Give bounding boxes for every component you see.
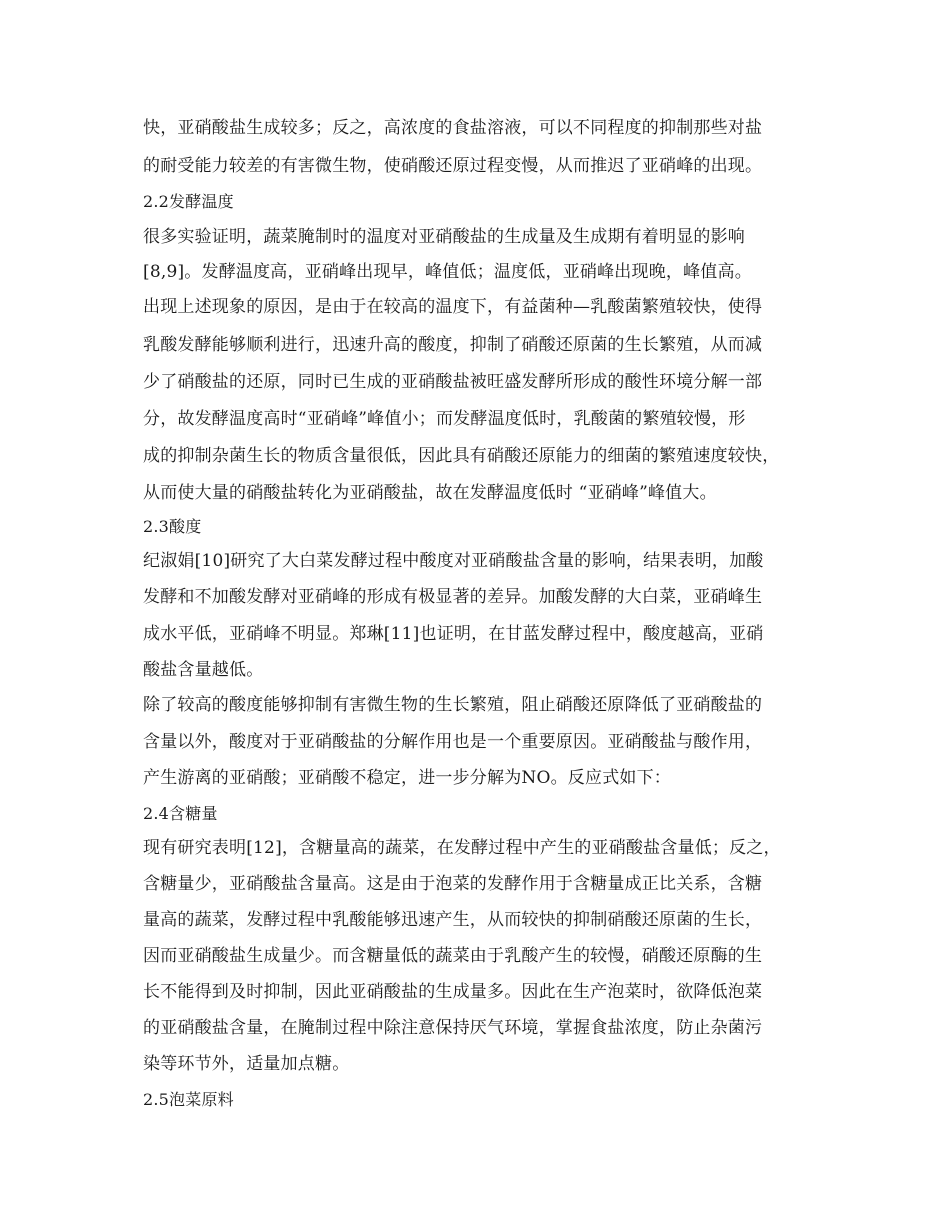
text-line: 少了硝酸盐的还原，同时已生成的亚硝酸盐被旺盛发酵所形成的酸性环境分解一部	[143, 372, 763, 392]
text-line: 酸盐含量越低。	[143, 660, 264, 680]
text-line: 因而亚硝酸盐生成量少。而含糖量低的蔬菜由于乳酸产生的较慢，硝酸还原酶的生	[143, 946, 763, 966]
text-line: 快，亚硝酸盐生成较多；反之，高浓度的食盐溶液，可以不同程度的抑制那些对盐	[143, 118, 763, 138]
text-line: 分，故发酵温度高时“亚硝峰”峰值小；而发酵温度低时，乳酸菌的繁殖较慢，形	[143, 409, 746, 429]
text-line: 量高的蔬菜，发酵过程中乳酸能够迅速产生，从而较快的抑制硝酸还原菌的生长，	[143, 910, 763, 930]
section-heading-2-5: 2.5泡菜原料	[143, 1090, 234, 1109]
section-heading-2-2: 2.2发酵温度	[143, 192, 234, 211]
text-line: 从而使大量的硝酸盐转化为亚硝酸盐，故在发酵温度低时 “亚硝峰”峰值大。	[143, 483, 717, 503]
text-line: 产生游离的亚硝酸；亚硝酸不稳定，进一步分解为NO。反应式如下：	[143, 768, 672, 788]
text-line: 含量以外，酸度对于亚硝酸盐的分解作用也是一个重要原因。亚硝酸盐与酸作用，	[143, 732, 763, 752]
text-line: 很多实验证明，蔬菜腌制时的温度对亚硝酸盐的生成量及生成期有着明显的影响	[143, 227, 745, 247]
text-line: 长不能得到及时抑制，因此亚硝酸盐的生成量多。因此在生产泡菜时，欲降低泡菜	[143, 982, 763, 1002]
text-line: 的亚硝酸盐含量，在腌制过程中除注意保持厌气环境，掌握食盐浓度，防止杂菌污	[143, 1018, 763, 1038]
text-line: 含糖量少，亚硝酸盐含量高。这是由于泡菜的发酵作用于含糖量成正比关系，含糖	[143, 874, 763, 894]
section-heading-2-3: 2.3酸度	[143, 517, 202, 536]
text-line: 发酵和不加酸发酵对亚硝峰的形成有极显著的差异。加酸发酵的大白菜，亚硝峰生	[143, 587, 763, 607]
text-line: 纪淑娟[10]研究了大白菜发酵过程中酸度对亚硝酸盐含量的影响，结果表明，加酸	[143, 551, 764, 571]
text-line: 除了较高的酸度能够抑制有害微生物的生长繁殖，阻止硝酸还原降低了亚硝酸盐的	[143, 695, 763, 715]
text-line: 染等环节外，适量加点糖。	[143, 1054, 350, 1074]
section-heading-2-4: 2.4含糖量	[143, 804, 218, 823]
text-line: 的耐受能力较差的有害微生物，使硝酸还原过程变慢，从而推迟了亚硝峰的出现。	[143, 156, 763, 176]
text-line: 成的抑制杂菌生长的物质含量很低，因此具有硝酸还原能力的细菌的繁殖速度较快，	[143, 446, 780, 466]
text-line: 现有研究表明[12]，含糖量高的蔬菜，在发酵过程中产生的亚硝酸盐含量低；反之，	[143, 838, 781, 858]
text-line: 成水平低，亚硝峰不明显。郑琳[11]也证明，在甘蓝发酵过程中，酸度越高，亚硝	[143, 624, 764, 644]
text-line: [8,9]。发酵温度高，亚硝峰出现早，峰值低；温度低，亚硝峰出现晚，峰值高。	[143, 262, 752, 282]
text-line: 出现上述现象的原因，是由于在较高的温度下，有益菌种—乳酸菌繁殖较快，使得	[143, 297, 763, 317]
text-line: 乳酸发酵能够顺利进行，迅速升高的酸度，抑制了硝酸还原菌的生长繁殖，从而减	[143, 335, 763, 355]
